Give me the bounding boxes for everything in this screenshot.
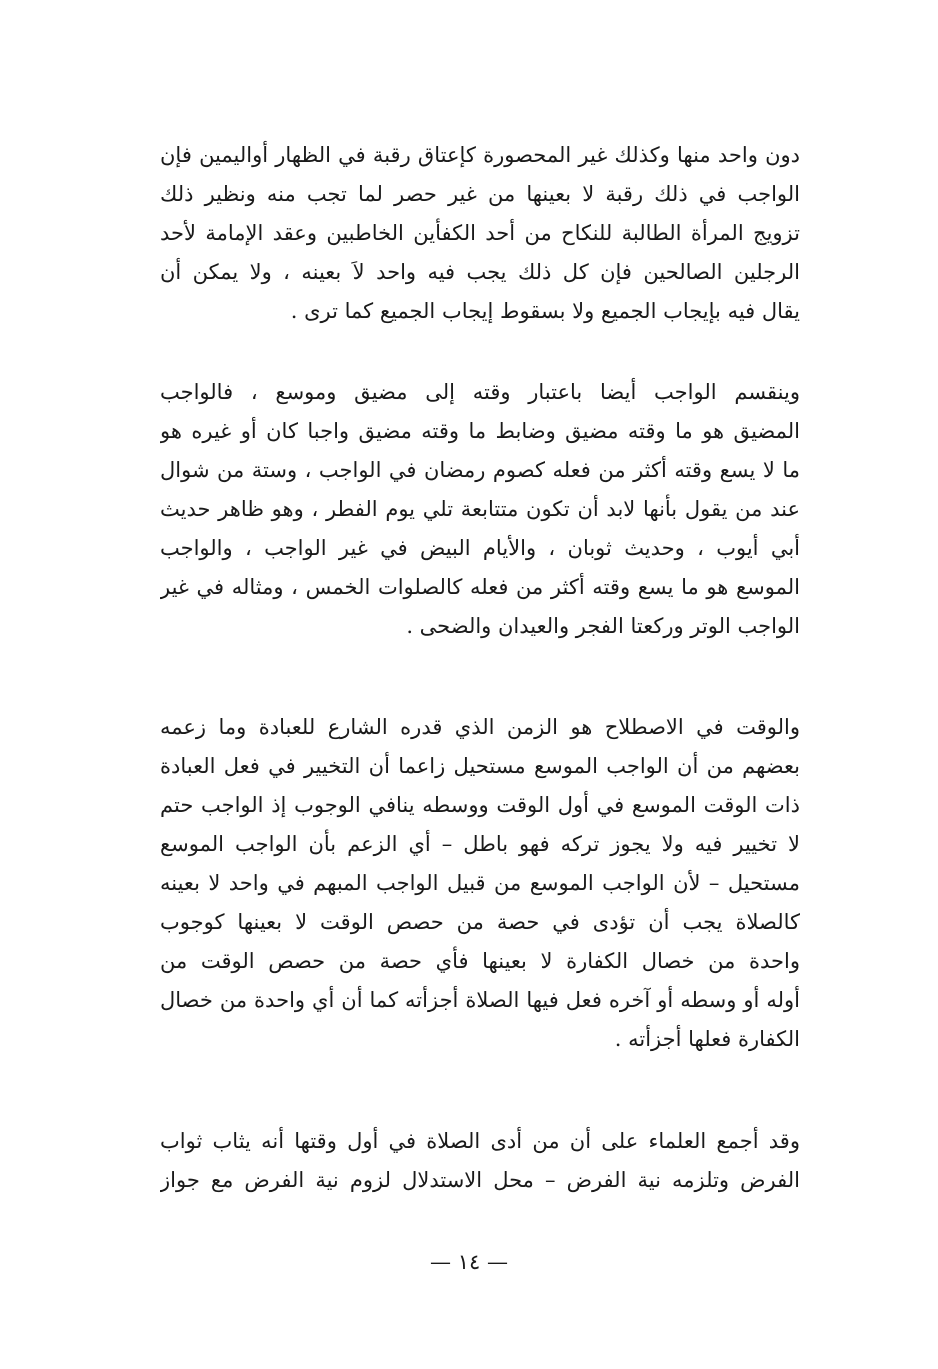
paragraph-line: لا تخيير فيه ولا يجوز تركه فهو باطل – أي الزعم بأن الواجب الموسع xyxy=(160,832,800,856)
paragraph-line: الواجب الوتر وركعتا الفجر والعيدان والضحى . xyxy=(406,614,800,638)
paragraph-line: تزويج المرأة الطالبة للنكاح من أحد الكفأين الخاطبين وعقد الإمامة لأحد xyxy=(160,221,800,245)
paragraph-line: وينقسم الواجب أيضا باعتبار وقته إلى مضيق وموسع ، فالواجب xyxy=(160,380,800,404)
paragraph-line: كالصلاة يجب أن تؤدى في حصة من حصص الوقت لا بعينها كوجوب xyxy=(160,910,800,934)
page-number: — ١٤ — xyxy=(430,1250,508,1274)
paragraph-3 xyxy=(160,708,800,1059)
paragraph-line: أوله أو وسطه أو آخره فعل فيها الصلاة أجزأته كما أن أي واحدة من خصال xyxy=(160,988,800,1012)
paragraph-line: مستحيل – لأن الواجب الموسع من قبيل الواجب المبهم في واحد لا بعينه xyxy=(160,871,800,895)
paragraph-line: الكفارة فعلها أجزأته . xyxy=(614,1027,800,1051)
paragraph-line: الفرض وتلزمه نية الفرض – محل الاستدلال لزوم نية الفرض مع جواز xyxy=(160,1168,800,1192)
paragraph-line: المضيق هو ما وقته مضيق وضابط ما وقته مضيق واجبا كان أو غيره هو xyxy=(160,419,800,443)
paragraph-line: واحدة من خصال الكفارة لا بعينها فأي حصة من حصص الوقت من xyxy=(160,949,800,973)
paragraph-line: الواجب في ذلك رقبة لا بعينها من غير حصر لما تجب منه ونظير ذلك xyxy=(160,182,800,206)
paragraph-2 xyxy=(160,373,800,646)
paragraph-line: الرجلين الصالحين فإن كل ذلك يجب فيه واحد لاَ بعينه ، ولا يمكن أن xyxy=(160,260,800,284)
paragraph-line: دون واحد منها وكذلك غير المحصورة كإعتاق رقبة في الظهار أواليمين فإن xyxy=(160,143,800,167)
paragraph-line: يقال فيه بإيجاب الجميع ولا بسقوط إيجاب الجميع كما ترى . xyxy=(290,299,800,323)
paragraph-line: عند من يقول بأنها لابد أن تكون متتابعة تلي يوم الفطر ، وهو ظاهر حديث xyxy=(160,497,800,521)
paragraph-line: بعضهم من أن الواجب الموسع مستحيل زاعما أن التخيير في فعل العبادة xyxy=(160,754,800,778)
paragraph-line: وقد أجمع العلماء على أن من أدى الصلاة في أول وقتها أنه يثاب ثواب xyxy=(160,1129,800,1153)
paragraph-line: الموسع هو ما يسع وقته أكثر من فعله كالصلوات الخمس ، ومثاله في غير xyxy=(160,575,800,599)
paragraph-1 xyxy=(160,136,800,331)
paragraph-4 xyxy=(160,1122,800,1200)
paragraph-line: والوقت في الاصطلاح هو الزمن الذي قدره الشارع للعبادة وما زعمه xyxy=(160,715,800,739)
paragraph-line: ما لا يسع وقته أكثر من فعله كصوم رمضان في الواجب ، وستة من شوال xyxy=(160,458,800,482)
paragraph-line: أبي أيوب ، وحديث ثوبان ، والأيام البيض في غير الواجب ، والواجب xyxy=(160,536,800,560)
paragraph-line: ذات الوقت الموسع في أول الوقت ووسطه ينافي الوجوب إذ الواجب حتم xyxy=(160,793,800,817)
